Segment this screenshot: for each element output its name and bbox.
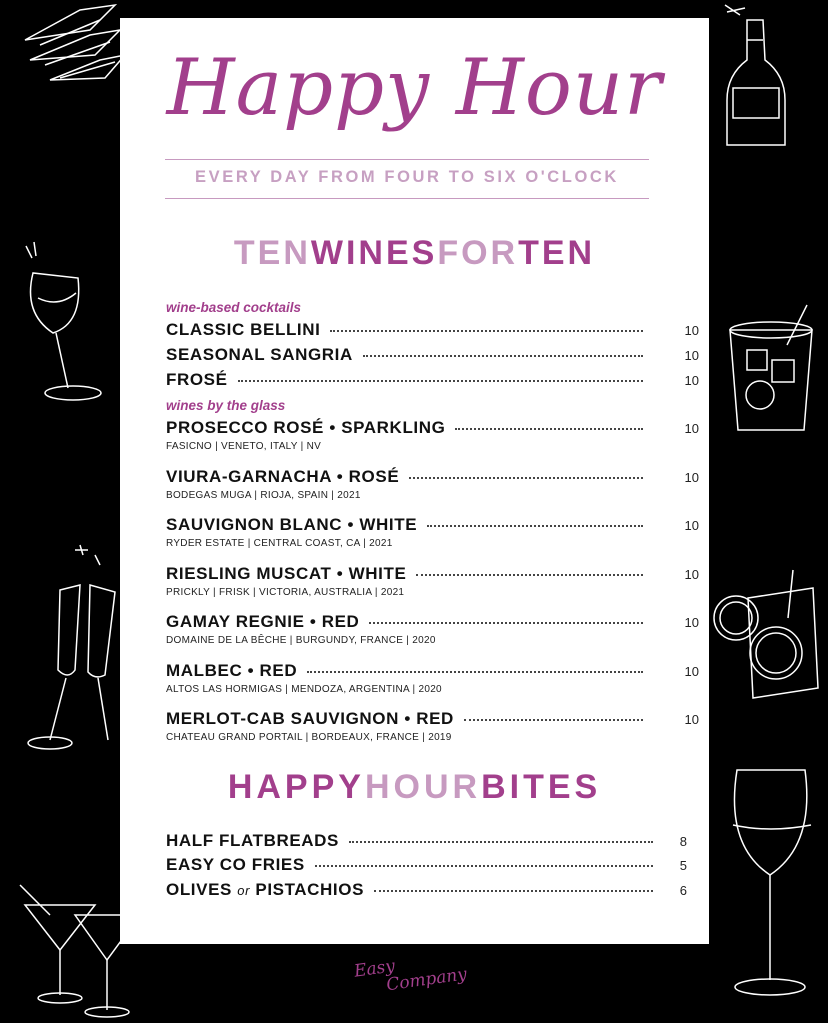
item-detail: RYDER ESTATE | CENTRAL COAST, CA | 2021	[166, 538, 393, 549]
page-title: Happy Hour	[166, 43, 663, 133]
menu-item	[166, 831, 687, 851]
bites-heading	[120, 768, 709, 807]
item-name: FROSÉ	[166, 370, 228, 389]
leader-dots	[455, 428, 643, 430]
menu-item	[166, 564, 699, 598]
wine-glass-pour-illustration	[18, 238, 108, 408]
bites-heading-part3: BITES	[481, 768, 602, 806]
leader-dots	[416, 574, 643, 576]
item-name: GAMAY REGNIE • RED	[166, 612, 360, 631]
leader-dots	[330, 330, 643, 332]
menu-item	[166, 880, 687, 900]
item-price: 10	[684, 567, 699, 582]
leader-dots	[374, 890, 653, 892]
leader-dots	[315, 865, 653, 867]
item-name: VIURA-GARNACHA • ROSÉ	[166, 467, 400, 486]
menu-card	[120, 18, 709, 944]
item-name: CLASSIC BELLINI	[166, 320, 321, 339]
leaves-illustration	[20, 0, 130, 90]
item-name-b: PISTACHIOS	[255, 880, 365, 899]
leader-dots	[307, 671, 643, 673]
item-detail: BODEGAS MUGA | RIOJA, SPAIN | 2021	[166, 490, 361, 501]
red-wine-glass-illustration	[725, 765, 820, 1000]
item-detail: ALTOS LAS HORMIGAS | MENDOZA, ARGENTINA | 2020	[166, 684, 442, 695]
leader-dots	[464, 719, 643, 721]
menu-item	[166, 345, 699, 365]
menu-item	[166, 612, 699, 646]
item-price: 10	[684, 373, 699, 388]
divider-top	[165, 159, 649, 160]
item-name: MERLOT-CAB SAUVIGNON • RED	[166, 709, 454, 728]
item-name: MALBEC • RED	[166, 661, 298, 680]
item-detail: PRICKLY | FRISK | VICTORIA, AUSTRALIA | 2021	[166, 587, 405, 598]
wines-heading-part1: TEN	[233, 234, 311, 272]
item-name: HALF FLATBREADS	[166, 831, 339, 850]
item-price: 5	[679, 858, 687, 873]
menu-item	[166, 709, 699, 743]
champagne-toast-illustration	[20, 540, 130, 755]
wines-heading-part2: WINES	[310, 234, 438, 272]
menu-item	[166, 370, 699, 390]
cocktails-label: wine-based cocktails	[166, 300, 302, 315]
item-detail: FASICNO | VENETO, ITALY | NV	[166, 441, 322, 452]
item-price: 10	[684, 712, 699, 727]
logo-line1: Easy	[352, 956, 397, 982]
wines-label: wines by the glass	[166, 398, 286, 413]
menu-item	[166, 661, 699, 695]
leader-dots	[349, 841, 653, 843]
item-price: 10	[684, 348, 699, 363]
item-name-or: or	[237, 883, 251, 898]
item-name: PROSECCO ROSÉ • SPARKLING	[166, 418, 446, 437]
item-detail: CHATEAU GRAND PORTAIL | BORDEAUX, FRANCE | 2019	[166, 732, 452, 743]
item-name: EASY CO FRIES	[166, 855, 305, 874]
leader-dots	[409, 477, 643, 479]
hours-subtitle: EVERY DAY FROM FOUR TO SIX O'CLOCK	[195, 168, 619, 186]
cocktail-glass-illustration	[722, 300, 822, 440]
menu-item	[166, 855, 687, 875]
item-name: SAUVIGNON BLANC • WHITE	[166, 515, 418, 534]
menu-item	[166, 467, 699, 501]
wines-heading-part3: FOR	[437, 234, 519, 272]
wines-heading-part4: TEN	[518, 234, 596, 272]
item-price: 10	[684, 664, 699, 679]
citrus-cocktail-illustration	[708, 568, 826, 708]
divider-bottom	[165, 198, 649, 199]
leader-dots	[363, 355, 643, 357]
leader-dots	[369, 622, 643, 624]
item-price: 8	[679, 834, 687, 849]
logo-line2: Company	[385, 964, 469, 996]
leader-dots	[238, 380, 643, 382]
menu-item	[166, 320, 699, 340]
item-price: 6	[679, 883, 687, 898]
easy-company-logo	[353, 947, 468, 998]
bites-heading-part1: HAPPY	[227, 768, 365, 806]
bites-heading-part2: HOUR	[364, 768, 482, 806]
item-price: 10	[684, 421, 699, 436]
item-price: 10	[684, 615, 699, 630]
item-price: 10	[684, 518, 699, 533]
menu-item	[166, 515, 699, 549]
item-name: RIESLING MUSCAT • WHITE	[166, 564, 407, 583]
item-name: SEASONAL SANGRIA	[166, 345, 353, 364]
champagne-bottle-illustration	[715, 0, 795, 150]
wines-heading	[120, 234, 709, 273]
item-detail: DOMAINE DE LA BÊCHE | BURGUNDY, FRANCE | 2020	[166, 635, 436, 646]
item-price: 10	[684, 323, 699, 338]
item-name-a: OLIVES	[166, 880, 232, 899]
leader-dots	[427, 525, 643, 527]
item-price: 10	[684, 470, 699, 485]
item-name	[166, 880, 364, 900]
menu-item	[166, 418, 699, 452]
